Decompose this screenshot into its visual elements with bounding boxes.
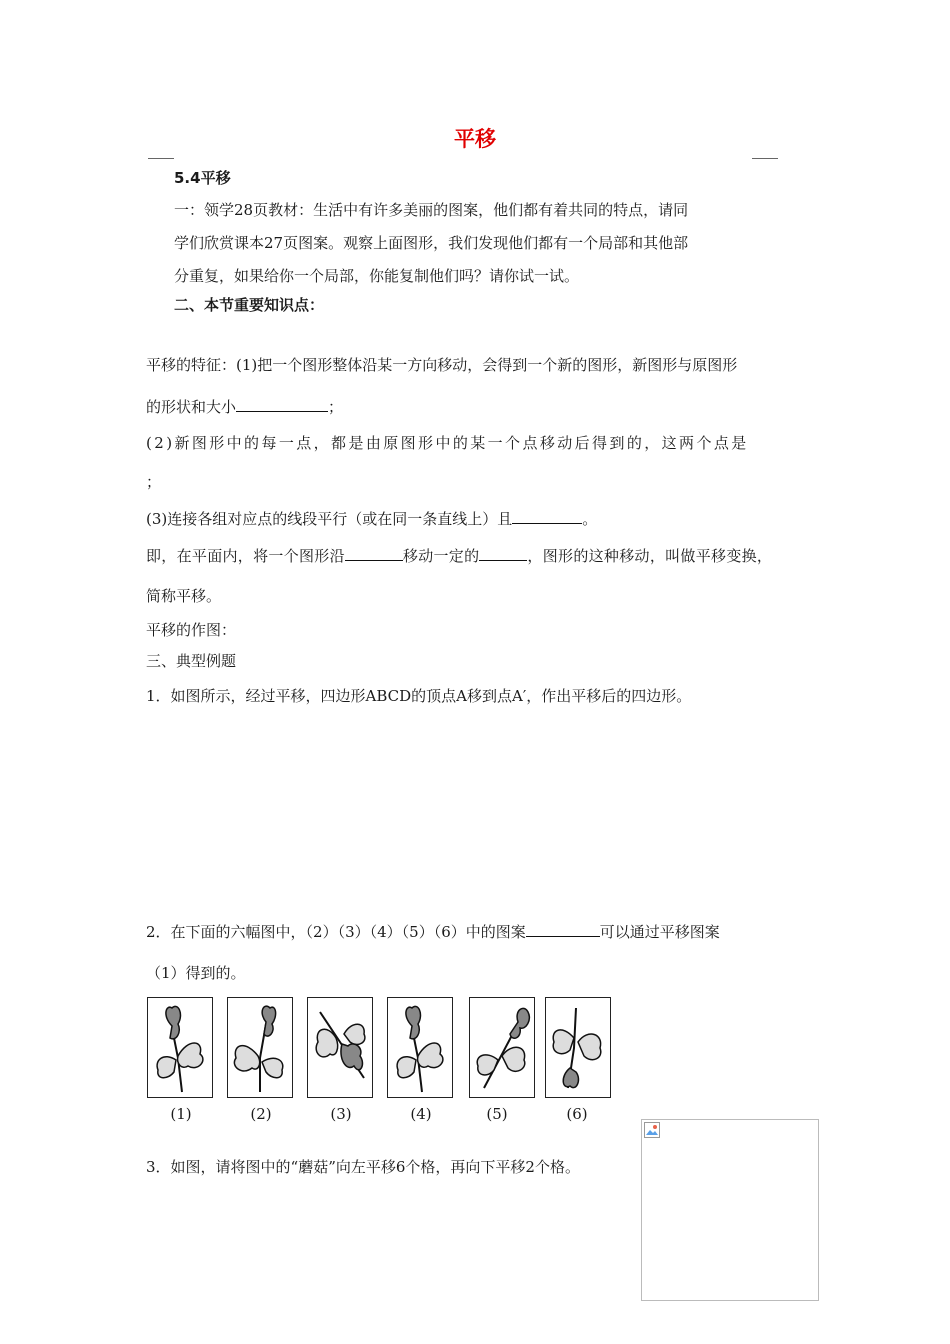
intro-line-3: 分重复，如果给你一个局部，你能复制他们吗？请你试一试。 <box>174 267 580 285</box>
figure-label-6: (6) <box>566 1105 588 1123</box>
document-title: 平移 <box>454 127 496 151</box>
answer-blank-segment[interactable] <box>512 509 582 524</box>
broken-image-icon <box>644 1122 660 1138</box>
feature-line-5-text: (3)连接各组对应点的线段平行（或在同一条直线上）且 <box>146 510 513 528</box>
knowledge-heading: 二、本节重要知识点： <box>174 296 325 314</box>
question-2-line-2: （1）得到的。 <box>146 964 246 982</box>
question-2-part-a: 2．在下面的六幅图中，（2）（3）（4）（5）（6）中的图案 <box>146 923 526 941</box>
question-2-part-b: 可以通过平移图案 <box>599 923 720 941</box>
question-2-line-1 <box>146 921 720 942</box>
intro-line-2: 学们欣赏课本27页图案。观察上面图形，我们发现他们都有一个局部和其他部 <box>174 234 689 252</box>
leaf-icon <box>148 998 212 1097</box>
leaf-figure-5 <box>469 997 535 1098</box>
feature-line-5 <box>146 508 597 529</box>
definition-part-b: 移动一定的 <box>402 547 480 565</box>
leaf-figure-4 <box>387 997 453 1098</box>
mushroom-grid-image-placeholder <box>641 1119 819 1301</box>
figure-label-1: (1) <box>170 1105 192 1123</box>
answer-blank-direction[interactable] <box>345 546 403 561</box>
answer-blank-shape-size[interactable] <box>236 397 328 412</box>
definition-line-1 <box>146 545 772 566</box>
feature-line-2 <box>146 396 343 417</box>
figure-label-3: (3) <box>330 1105 352 1123</box>
leaf-icon <box>308 998 372 1097</box>
drawing-label: 平移的作图： <box>146 621 237 639</box>
answer-blank-patterns[interactable] <box>526 922 600 937</box>
leaf-icon <box>470 998 534 1097</box>
leaf-figure-2 <box>227 997 293 1098</box>
intro-line-1: 一：领学28页教材：生活中有许多美丽的图案，他们都有着共同的特点，请同 <box>174 201 689 219</box>
feature-line-3: (2)新图形中的每一点，都是由原图形中的某一个点移动后得到的，这两个点是 <box>146 434 749 452</box>
feature-line-4: ； <box>146 473 162 491</box>
leaf-figure-3 <box>307 997 373 1098</box>
figure-label-5: (5) <box>486 1105 508 1123</box>
definition-line-2: 简称平移。 <box>146 587 222 605</box>
feature-line-1: 平移的特征：(1)把一个图形整体沿某一方向移动，会得到一个新的图形，新图形与原图形 <box>146 356 738 374</box>
definition-part-c: ，图形的这种移动，叫做平移变换， <box>527 547 773 565</box>
feature-line-2-end: ； <box>328 398 344 416</box>
figure-label-2: (2) <box>250 1105 272 1123</box>
section-heading: 5.4平移 <box>174 169 231 187</box>
leaf-icon <box>546 998 610 1097</box>
leaf-figure-6 <box>545 997 611 1098</box>
question-1: 1．如图所示，经过平移，四边形ABCD的顶点A移到点A′，作出平移后的四边形。 <box>146 687 692 705</box>
feature-line-5-end: 。 <box>582 510 598 528</box>
feature-line-2-text: 的形状和大小 <box>146 398 237 416</box>
header-rule-right <box>752 158 778 159</box>
leaf-icon <box>388 998 452 1097</box>
leaf-icon <box>228 998 292 1097</box>
header-rule-left <box>148 158 174 159</box>
definition-part-a: 即，在平面内，将一个图形沿 <box>146 547 345 565</box>
answer-blank-distance[interactable] <box>479 546 527 561</box>
question-3: 3．如图，请将图中的“蘑菇”向左平移6个格，再向下平移2个格。 <box>146 1158 580 1176</box>
leaf-figure-1 <box>147 997 213 1098</box>
examples-heading: 三、典型例题 <box>146 652 237 670</box>
figure-label-4: (4) <box>410 1105 432 1123</box>
